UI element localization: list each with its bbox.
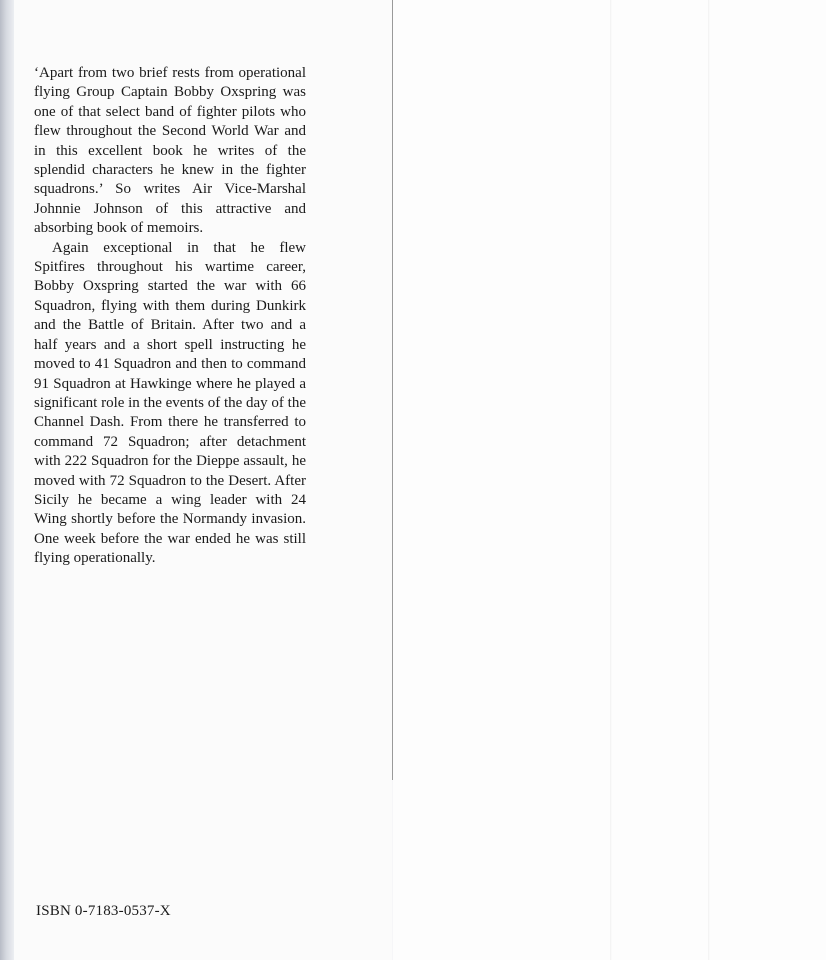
flap-edge-line	[392, 0, 393, 780]
blurb-paragraph-career: Again exceptional in that he flew Spitfires throughout his wartime career, Bobby Oxspring started the war with 66 Squadron, flying with them during Dunkirk and the Battle of Britain. After two and a half years and a short spell instructing he moved to 41 Squadron and then to command 91 Squadron at Hawkinge where he played a significant role in the events of the day of the Channel Dash. From there he transferred to command 72 Squadron; after detachment with 222 Squadron for the Dieppe assault, he moved with 72 Squadron to the Desert. After Sicily he became a wing leader with 24 Wing shortly before the Normandy invasion. One week before the war ended he was still flying operationally.	[34, 239, 306, 567]
spine-edge	[0, 0, 14, 960]
flap-blurb	[34, 64, 306, 569]
blurb-paragraph-quote: ‘Apart from two brief rests from operational flying Group Captain Bobby Oxspring was one of that select band of fighter pilots who flew throughout the Second World War and in this excellent book he writes of the splendid characters he knew in the fighter squadrons.’ So writes Air Vice-Marshal Johnnie Johnson of this attractive and absorbing book of memoirs.	[34, 65, 306, 237]
jacket-fold-line	[708, 0, 710, 960]
isbn-number: ISBN 0-7183-0537-X	[36, 903, 171, 919]
jacket-fold-line	[610, 0, 612, 960]
